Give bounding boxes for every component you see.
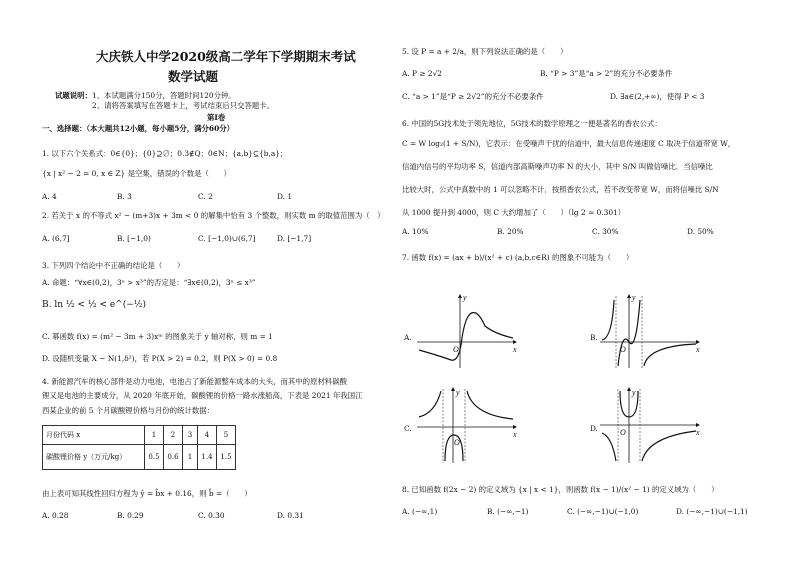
svg-text:y: y <box>632 293 636 302</box>
q8-option-b: B. (−∞,−1) <box>487 507 529 516</box>
table-cell: 0.5 <box>145 445 164 470</box>
q1-option-d: D. 1 <box>277 192 293 201</box>
table-cell: 2 <box>164 426 183 445</box>
table-cell: 月份代码 x <box>43 426 145 445</box>
q6-line-3: 信道内信号的平均功率 S，信道内部高斯噪声功率 N 的大小，其中 S/N 叫做信噪比．当信噪比 <box>402 162 713 171</box>
svg-text:O: O <box>454 438 460 447</box>
volume-label: 第Ⅰ卷 <box>207 113 226 122</box>
exam-title: 大庆铁人中学2020级高二学年下学期期末考试 <box>96 49 356 64</box>
svg-text:x: x <box>513 345 517 354</box>
table-cell: 3 <box>183 426 198 445</box>
q8-option-a: A. (−∞,1) <box>402 507 438 516</box>
q7-graph-d <box>598 385 703 465</box>
q4-stem: 4. 新能源汽车的核心部件是动力电池，电池占了新能源整车成本的大头，而其中的原材料碳酸 <box>42 377 348 386</box>
svg-text:y: y <box>456 388 460 397</box>
q3-stem: 3. 下列四个结论中不正确的结论是（ ） <box>42 261 185 270</box>
table-cell: 0.6 <box>164 445 183 470</box>
q2-stem: 2. 若关于 x 的不等式 x² − (m+3)x + 3m < 0 的解集中恰有 3 个整数，则实数 m 的取值范围为（ ） <box>42 211 385 220</box>
q6-line-1: 6. 中国的5G技术处于领先地位，5G技术的数学原理之一便是著名的香农公式： <box>402 119 662 128</box>
q7-graph-a <box>415 290 520 370</box>
svg-text:y: y <box>463 293 467 302</box>
q1-option-c: C. 2 <box>198 192 213 201</box>
table-row <box>43 426 236 445</box>
q7-graph-c <box>415 385 520 465</box>
q7-label-a: A. <box>404 333 412 342</box>
exam-subtitle: 数学试题 <box>168 69 219 84</box>
q8-option-c: C. (−∞,−1)∪(−1,0) <box>567 507 639 516</box>
q1-stem: 1. 以下六个关系式：0∈{0}；{0}⊇∅；0.3∉Q；0∈N；{a,b}⊆{b,a}； <box>42 149 288 158</box>
q4-stem-3: 西某企业的前 5 个月碳酸锂价格与月份的统计数据： <box>42 406 214 415</box>
q5-option-a: A. P ≥ 2√2 <box>402 69 443 78</box>
table-cell: 4 <box>198 426 217 445</box>
q2-option-c: C. [−1,0)∪(6,7] <box>198 234 256 243</box>
q5-option-b: B. “P > 3”是“a > 2”的充分不必要条件 <box>540 69 673 78</box>
q7-label-d: D. <box>590 424 599 433</box>
svg-text:y: y <box>632 388 636 397</box>
table-cell: 5 <box>217 426 236 445</box>
q3-option-b: B. ln ½ < ½ < e^(−½) <box>42 300 146 310</box>
q2-option-b: B. [−1,0) <box>117 234 151 243</box>
table-cell: 1.4 <box>198 445 217 470</box>
instructions <box>55 92 236 101</box>
q1-stem-2: {x | x² − 2 = 0, x ∈ Z} 是空集，错误的个数是（ ） <box>42 169 232 178</box>
q6-line-4: 比较大时，公式中真数中的 1 可以忽略不计．按照香农公式，若不改变带宽 W，而将信噪比 S/N <box>402 185 719 194</box>
q6-option-d: D. 50% <box>687 227 714 236</box>
q1-option-a: A. 4 <box>42 192 57 201</box>
q7-stem: 7. 函数 f(x) = (ax + b)/(x² + c) (a,b,c∈R) 的图象不可能为（ ） <box>402 253 634 262</box>
q6-option-a: A. 10% <box>402 227 429 236</box>
q5-stem: 5. 设 P = a + 2/a，则下列说法正确的是（ ） <box>402 47 568 56</box>
q4-stem-2: 锂又是电池的主要成分，从 2020 年底开始，碳酸锂的价格一路水涨船高，下表是 2021 年我国江 <box>42 391 363 400</box>
q2-option-a: A. (6,7] <box>42 234 70 243</box>
q3-option-c: C. 幂函数 f(x) = (m² − 3m + 3)xᵐ 的图象关于 y 轴对称，则 m = 1 <box>42 332 273 341</box>
table-row <box>43 445 236 470</box>
svg-text:x: x <box>513 430 517 439</box>
q6-option-b: B. 20% <box>497 227 524 236</box>
svg-text:O: O <box>620 345 626 354</box>
table-cell: 碳酸锂价格 y（万元/kg） <box>43 445 145 470</box>
q4-option-c: C. 0.30 <box>198 511 225 520</box>
table-cell: 1 <box>145 426 164 445</box>
q7-label-b: B. <box>590 333 598 342</box>
q7-graph-b <box>598 290 703 370</box>
q3-option-a: A. 命题：“∀x∈(0,2)，3ˣ > x³”的否定是：“∃x∈(0,2)，3ˣ ≤ x³” <box>42 278 256 287</box>
q1-option-b: B. 3 <box>117 192 132 201</box>
table-cell: 1.5 <box>217 445 236 470</box>
q4-option-d: D. 0.31 <box>277 511 304 520</box>
instructions-label: 试题说明： <box>55 91 92 100</box>
svg-text:O: O <box>453 345 459 354</box>
section-heading: 一、选择题：（本大题共12小题，每小题5分，满分60分） <box>42 124 234 133</box>
q5-option-c: C. “a > 1”是“P ≥ 2√2”的充分不必要条件 <box>402 92 544 101</box>
q8-stem: 8. 已知函数 f(2x − 2) 的定义域为 {x | x < 1}，则函数 f(x − 1)/(x² − 1) 的定义域为（ ） <box>402 485 719 494</box>
q5-option-d: D. ∃a∈(2,+∞)，使得 P < 3 <box>610 92 705 101</box>
svg-text:x: x <box>696 428 700 437</box>
table-cell: 1 <box>183 445 198 470</box>
instruction-2: 2、请将答案填写在答题卡上，考试结束后只交答题卡。 <box>92 101 275 110</box>
q2-option-d: D. [−1,7] <box>277 234 312 243</box>
q7-label-c: C. <box>404 424 412 433</box>
q4-option-b: B. 0.29 <box>117 511 144 520</box>
q4-option-a: A. 0.28 <box>42 511 69 520</box>
q4-after-table: 由上表可知其线性回归方程为 ŷ = b̂x + 0.16，则 b̂ =（ ） <box>42 489 252 498</box>
q3-option-d: D. 设随机变量 X ~ N(1,δ²)，若 P(X > 2) = 0.2，则 P(X > 0) = 0.8 <box>42 354 278 363</box>
svg-text:x: x <box>696 345 700 354</box>
q6-option-c: C. 30% <box>592 227 619 236</box>
svg-text:O: O <box>620 428 626 437</box>
q6-line-2: C = W log₂(1 + S/N)，它表示：在受噪声干扰的信道中，最大信息传递速度 C 取决于信道带宽 W， <box>402 139 736 148</box>
q4-data-table <box>42 425 236 470</box>
q6-line-5: 从 1000 提升到 4000，则 C 大约增加了（ ）（lg 2 ≈ 0.301） <box>402 208 626 217</box>
q8-option-d: D. (−∞,−1)∪(−1,1) <box>676 507 748 516</box>
instruction-1: 1、本试题满分150分，答题时间120分钟。 <box>91 91 236 100</box>
